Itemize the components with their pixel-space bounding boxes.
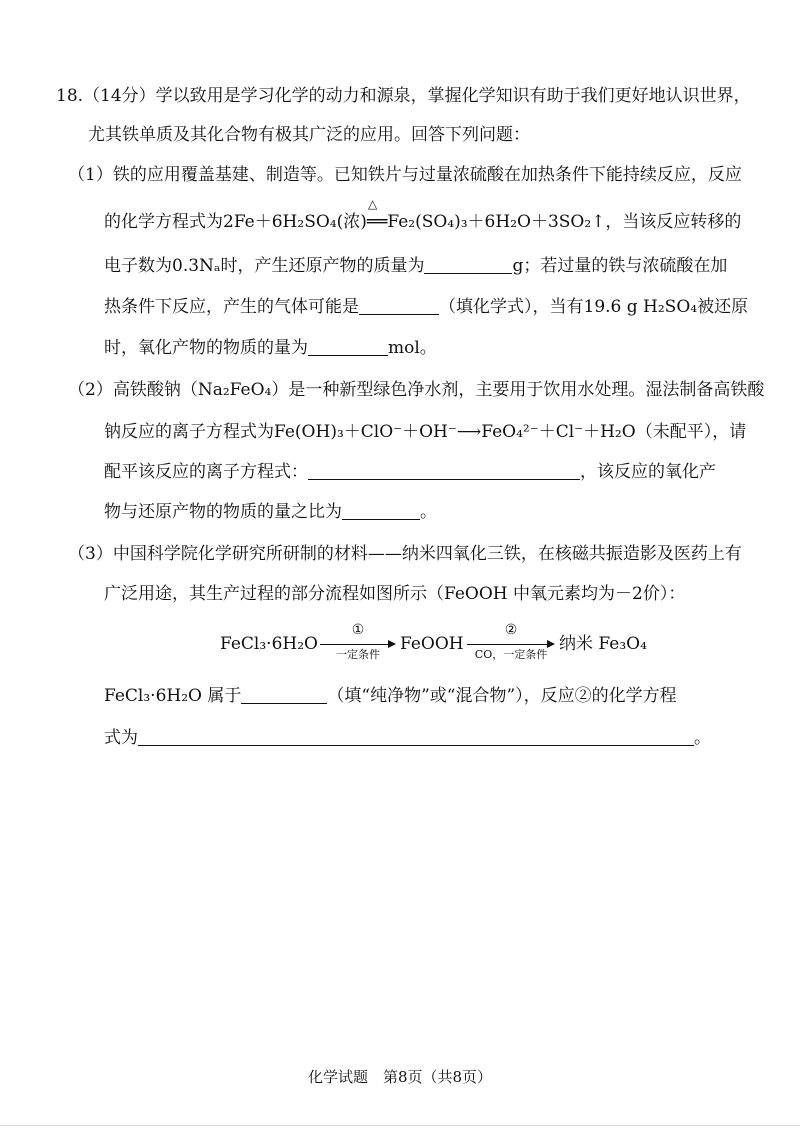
scheme-step1-number: ① bbox=[351, 622, 365, 638]
question-intro-line-1: 18.（14分）学以致用是学习化学的动力和源泉，掌握化学知识有助于我们更好地认识世界， bbox=[56, 86, 751, 106]
part1-line-1: （1）铁的应用覆盖基建、制造等。已知铁片与过量浓硫酸在加热条件下能持续反应，反应 bbox=[68, 165, 742, 185]
page-footer: 化学试题 第8页（共8页） bbox=[307, 1068, 493, 1086]
part1-line-4-text-a: 热条件下反应，产生的气体可能是 bbox=[104, 297, 359, 317]
process-flow-scheme bbox=[220, 622, 647, 666]
answer-blank-product-ratio[interactable] bbox=[342, 501, 420, 520]
part3-line-2: 广泛用途，其生产过程的部分流程如图所示（FeOOH 中氧元素均为－2价）： bbox=[104, 584, 686, 604]
heat-condition-mark: △ bbox=[368, 197, 378, 211]
part1-line-4 bbox=[104, 295, 748, 319]
scheme-step2-number: ② bbox=[504, 622, 518, 638]
scheme-end-product: 纳米 Fe₃O₄ bbox=[559, 634, 647, 654]
answer-blank-balanced-ionic-equation[interactable] bbox=[308, 461, 580, 480]
question-intro-line-2: 尤其铁单质及其化合物有极其广泛的应用。回答下列问题： bbox=[88, 125, 530, 145]
page-bottom-edge bbox=[0, 1125, 800, 1126]
part2-line-3-text-a: 配平该反应的离子方程式： bbox=[104, 462, 308, 482]
part2-line-4-text-a: 物与还原产物的物质的量之比为 bbox=[104, 502, 342, 522]
part1-line-3 bbox=[104, 254, 727, 278]
answer-blank-reduction-mass[interactable] bbox=[424, 255, 512, 274]
part1-line-5-text-b: mol。 bbox=[388, 338, 437, 358]
answer-blank-reaction2-equation[interactable] bbox=[138, 727, 694, 746]
part1-line-3-text-b: g；若过量的铁与浓硫酸在加 bbox=[512, 256, 728, 276]
part1-line-3-text-a: 电子数为0.3Nₐ时，产生还原产物的质量为 bbox=[104, 256, 425, 276]
scheme-step2-condition: CO，一定条件 bbox=[474, 648, 548, 661]
part1-line-5-text-a: 时，氧化产物的物质的量为 bbox=[104, 338, 308, 358]
scheme-arrow-2 bbox=[467, 644, 553, 645]
part3-line-4 bbox=[104, 726, 711, 750]
part3-line-4-text-a: 式为 bbox=[104, 728, 138, 748]
part3-line-4-text-b: 。 bbox=[694, 728, 711, 748]
part2-line-3-text-b: ，该反应的氧化产 bbox=[580, 462, 716, 482]
scheme-middle-compound: FeOOH bbox=[400, 634, 464, 654]
scheme-arrow-1 bbox=[320, 644, 394, 645]
part3-line-3-text-b: （填“纯净物”或“混合物”），反应②的化学方程 bbox=[327, 686, 677, 706]
part2-line-4-text-b: 。 bbox=[420, 502, 437, 522]
part3-line-3 bbox=[104, 684, 677, 708]
scheme-start-compound: FeCl₃·6H₂O bbox=[220, 634, 318, 654]
part2-line-3 bbox=[104, 460, 716, 484]
answer-blank-oxidation-product-mol[interactable] bbox=[308, 337, 388, 356]
part2-line-1: （2）高铁酸钠（Na₂FeO₄）是一种新型绿色净水剂，主要用于饮用水处理。湿法制备高铁酸 bbox=[68, 380, 765, 400]
part2-line-2: 钠反应的离子方程式为Fe(OH)₃＋ClO⁻＋OH⁻⟶FeO₄²⁻＋Cl⁻＋H₂O（未配平），请 bbox=[104, 422, 747, 442]
part3-line-1: （3）中国科学院化学研究所研制的材料——纳米四氧化三铁，在核磁共振造影及医药上有 bbox=[68, 544, 742, 564]
scheme-step1-condition: 一定条件 bbox=[336, 648, 380, 661]
part1-line-2: 的化学方程式为2Fe＋6H₂SO₄(浓)══Fe₂(SO₄)₃＋6H₂O＋3SO₂↑，当该反应转移的 bbox=[104, 212, 742, 232]
part2-line-4 bbox=[104, 500, 437, 524]
answer-blank-gas-formula[interactable] bbox=[359, 296, 439, 315]
answer-blank-substance-class[interactable] bbox=[241, 685, 327, 704]
part1-line-4-text-b: （填化学式），当有19.6 g H₂SO₄被还原 bbox=[439, 297, 749, 317]
part1-line-5 bbox=[104, 336, 437, 360]
part3-line-3-text-a: FeCl₃·6H₂O 属于 bbox=[104, 686, 242, 706]
